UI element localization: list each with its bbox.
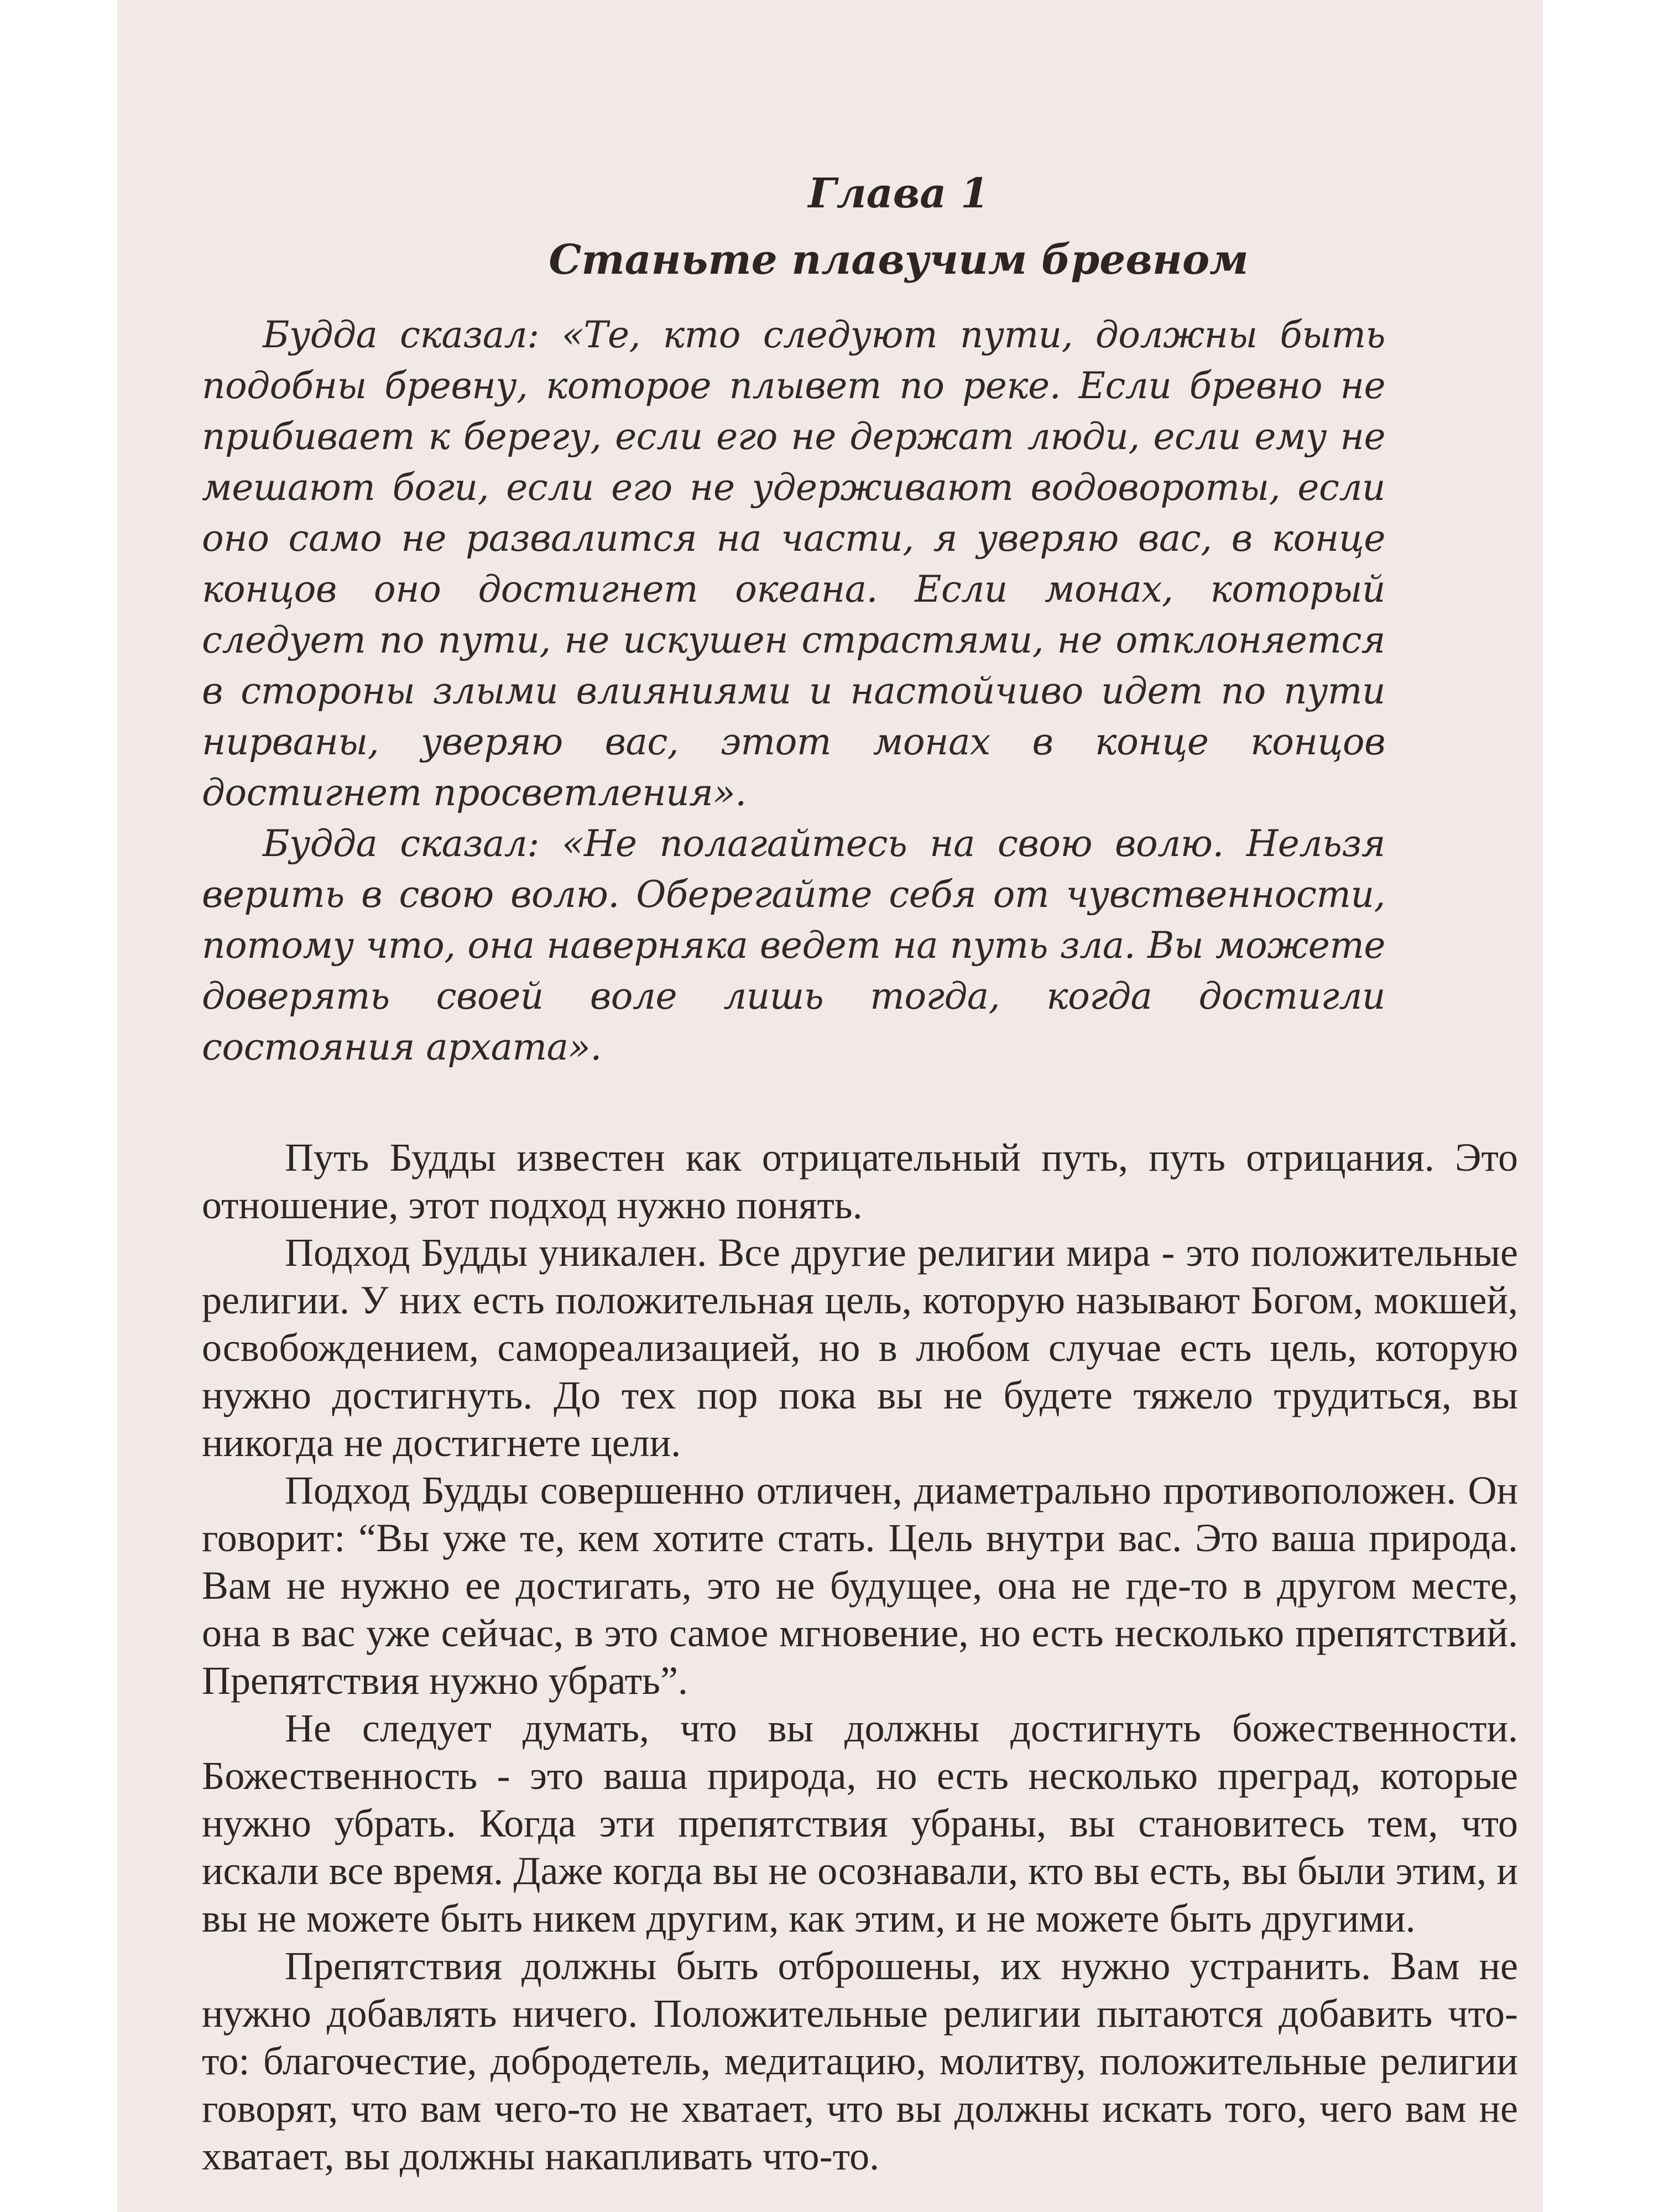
body-paragraph: Путь Будды известен как отрицательный путь, путь отрицания. Это отношение, этот подход нужно понять. — [202, 1135, 1518, 1227]
chapter-title: Станьте плавучим бревном — [549, 236, 1249, 284]
epigraph — [202, 310, 1385, 1073]
body-paragraph: Не следует думать, что вы должны достигнуть божественности. Божественность - это ваша природа, но есть несколько преград, которые нужно убрать. Когда эти препятствия убраны, вы становитесь тем, что искали все время. Даже когда вы не осознавали, кто вы есть, вы были этим, и вы не можете быть никем другим, как этим, и не можете быть другими. — [202, 1706, 1518, 1940]
chapter-number: Глава 1 — [808, 170, 989, 217]
chapter-heading — [202, 160, 1518, 293]
body-paragraph: Препятствия должны быть отброшены, их нужно устранить. Вам не нужно добавлять ничего. Положительные религии пытаются добавить что-то: благочестие, добродетель, медитацию, молитву, положительные религии говорят, что вам чего-то не хватает, что вы должны искать того, чего вам не хватает, вы должны накапливать что-то. — [202, 1944, 1518, 2178]
body-text — [202, 1134, 1518, 2180]
body-paragraph: Подход Будды совершенно отличен, диаметрально противоположен. Он говорит: “Вы уже те, кем хотите стать. Цель внутри вас. Это ваша природа. Вам не нужно ее достигать, это не будущее, она не где-то в другом месте, она в вас уже сейчас, в это самое мгновение, но есть несколько препятствий. Препятствия нужно убрать”. — [202, 1468, 1518, 1703]
epigraph-paragraph: Будда сказал: «Не полагайтесь на свою волю. Нельзя верить в свою волю. Оберегайте себя от чувственности, потому что, она наверняка ведет на путь зла. Вы можете доверять своей воле лишь тогда, когда достигли состояния архата». — [202, 822, 1385, 1068]
epigraph-paragraph: Будда сказал: «Те, кто следуют пути, должны быть подобны бревну, которое плывет по реке. Если бревно не прибивает к берегу, если его не держат люди, если ему не мешают боги, если его не удерживают водовороты, если оно само не развалится на части, я уверяю вас, в конце концов оно достигнет океана. Если монах, который следует по пути, не искушен страстями, не отклоняется в стороны злыми влияниями и настойчиво идет по пути нирваны, уверяю вас, этот монах в конце концов достигнет просветления». — [202, 314, 1385, 814]
book-page — [117, 0, 1543, 2212]
page-content — [202, 160, 1518, 2180]
body-paragraph: Подход Будды уникален. Все другие религии мира - это положительные религии. У них есть положительная цель, которую называют Богом, мокшей, освобождением, самореализацией, но в любом случае есть цель, которую нужно достигнуть. До тех пор пока вы не будете тяжело трудиться, вы никогда не достигнете цели. — [202, 1230, 1518, 1465]
